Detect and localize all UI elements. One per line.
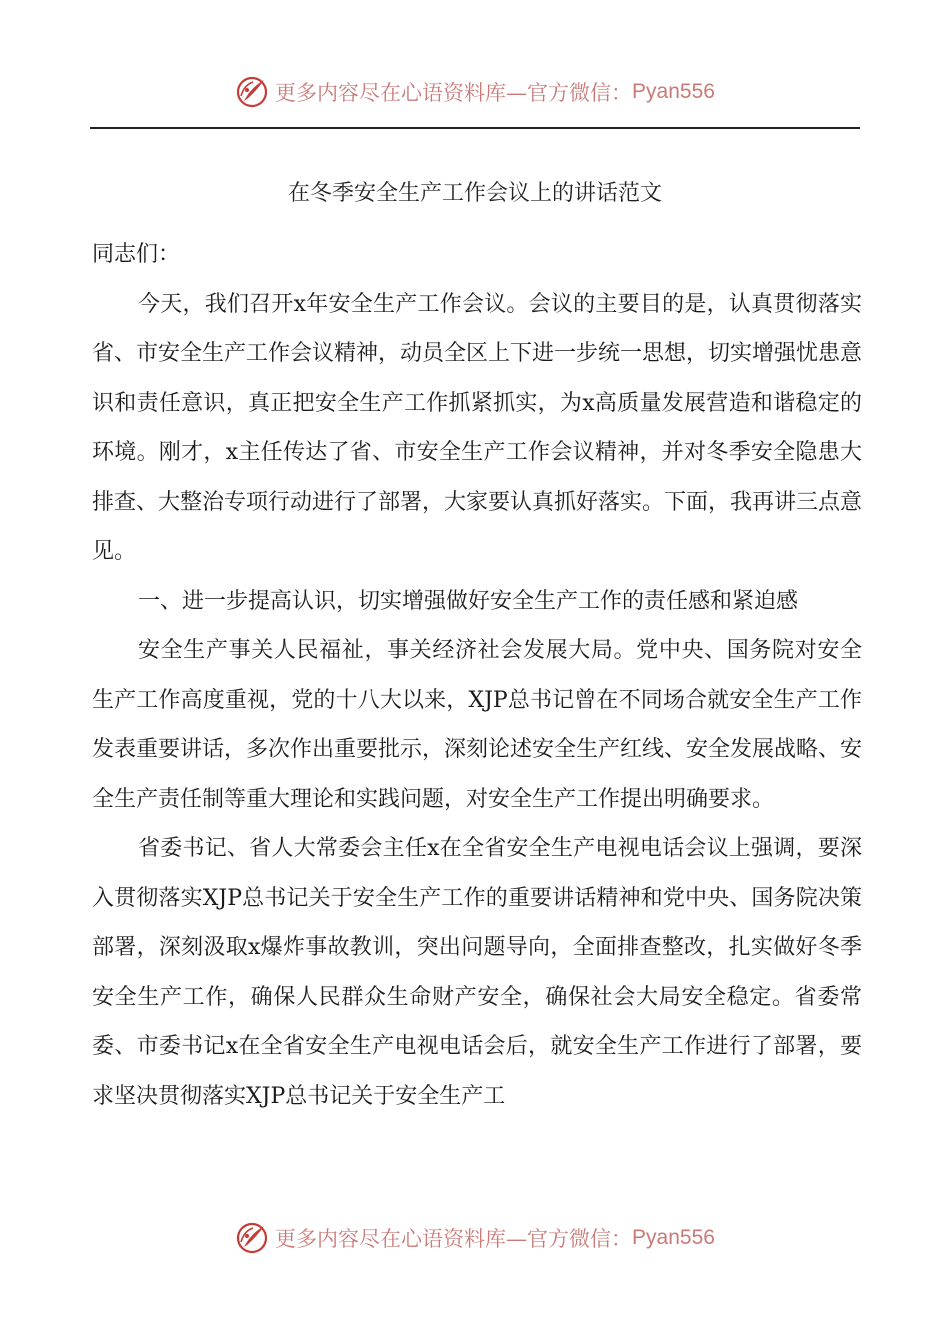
paragraph-section-1b: 省委书记、省人大常委会主任x在全省安全生产电视电话会议上强调，要深入贯彻落实XJP总书记关于安全生产工作的重要讲话精神和党中央、国务院决策部署，深刻汲取x爆炸事故教训，突出问题导向，全面排查整改，扎实做好冬季安全生产工作，确保人民群众生命财产安全，确保社会大局安全稳定。省委常委、市委书记x在全省安全生产电视电话会后，就安全生产工作进行了部署，要求坚决贯彻落实XJP总书记关于安全生产工 [92, 836, 862, 1109]
paragraph-section-1a: 安全生产事关人民福祉，事关经济社会发展大局。党中央、国务院对安全生产工作高度重视，党的十八大以来，XJP总书记曾在不同场合就安全生产工作发表重要讲话，多次作出重要批示，深刻论述安全生产红线、安全发展战略、安全生产责任制等重大理论和实践问题，对安全生产工作提出明确要求。 [92, 638, 863, 812]
banner-slogan: 更多内容尽在心语资料库—官方微信： [275, 81, 633, 105]
banner-wechat-id: Pyan556 [632, 1226, 715, 1249]
header-divider [90, 127, 860, 129]
banner-wechat-id: Pyan556 [632, 80, 715, 103]
banner-slogan: 更多内容尽在心语资料库—官方微信： [275, 1227, 633, 1251]
document-body [92, 230, 862, 1121]
salutation: 同志们： [92, 242, 181, 267]
paragraph-intro: 今天，我们召开x年安全生产工作会议。会议的主要目的是，认真贯彻落实省、市安全生产工作会议精神，动员全区上下进一步统一思想，切实增强忧患意识和责任意识，真正把安全生产工作抓紧抓实，为x高质量发展营造和谐稳定的环境。刚才，x主任传达了省、市安全生产工作会议精神，并对冬季安全隐患大排查、大整治专项行动进行了部署，大家要认真抓好落实。下面，我再讲三点意见。 [92, 291, 863, 564]
quill-logo-icon [235, 75, 269, 109]
quill-logo-icon [235, 1221, 269, 1255]
section-heading-1: 一、进一步提高认识，切实增强做好安全生产工作的责任感和紧迫感 [138, 588, 799, 614]
header-banner [0, 70, 950, 114]
document-title: 在冬季安全生产工作会议上的讲话范文 [287, 181, 662, 206]
footer-banner [0, 1216, 950, 1260]
